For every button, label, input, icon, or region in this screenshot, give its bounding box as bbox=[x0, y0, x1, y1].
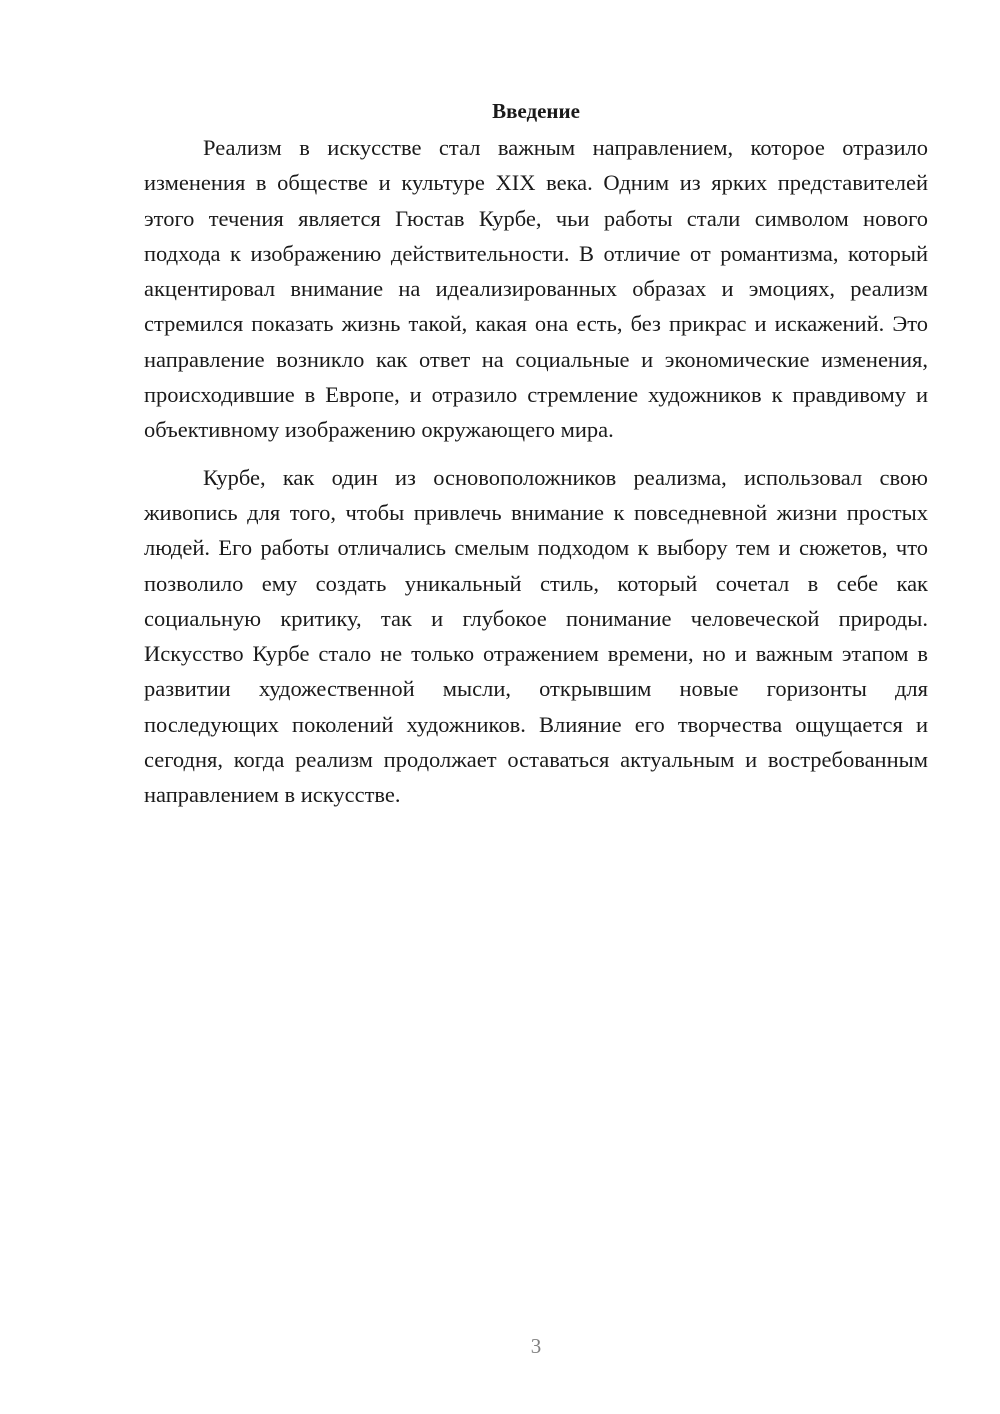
page-content bbox=[144, 96, 928, 813]
paragraph-2: Курбе, как один из основоположников реализма, использовал свою живопись для того, чтобы привлечь внимание к повседневной жизни простых людей. Его работы отличались смелым подходом к выбору тем и сюжетов, что позволило ему создать уникальный стиль, который сочетал в себе как социальную критику, так и глубокое понимание человеческой природы. Искусство Курбе стало не только отражением времени, но и важным этапом в развитии художественной мысли, открывшим новые горизонты для последующих поколений художников. Влияние его творчества ощущается и сегодня, когда реализм продолжает оставаться актуальным и востребованным направлением в искусстве. bbox=[144, 464, 928, 808]
page-number: 3 bbox=[530, 1334, 542, 1358]
section-heading: Введение bbox=[492, 99, 580, 123]
paragraph-1: Реализм в искусстве стал важным направлением, которое отразило изменения в обществе и культуре XIX века. Одним из ярких представителей этого течения является Гюстав Курбе, чьи работы стали символом нового подхода к изображению действительности. В отличие от романтизма, который акцентировал внимание на идеализированных образах и эмоциях, реализм стремился показать жизнь такой, какая она есть, без прикрас и искажений. Это направление возникло как ответ на социальные и экономические изменения, происходившие в Европе, и отразило стремление художников к правдивому и объективному изображению окружающего мира. bbox=[144, 135, 928, 443]
